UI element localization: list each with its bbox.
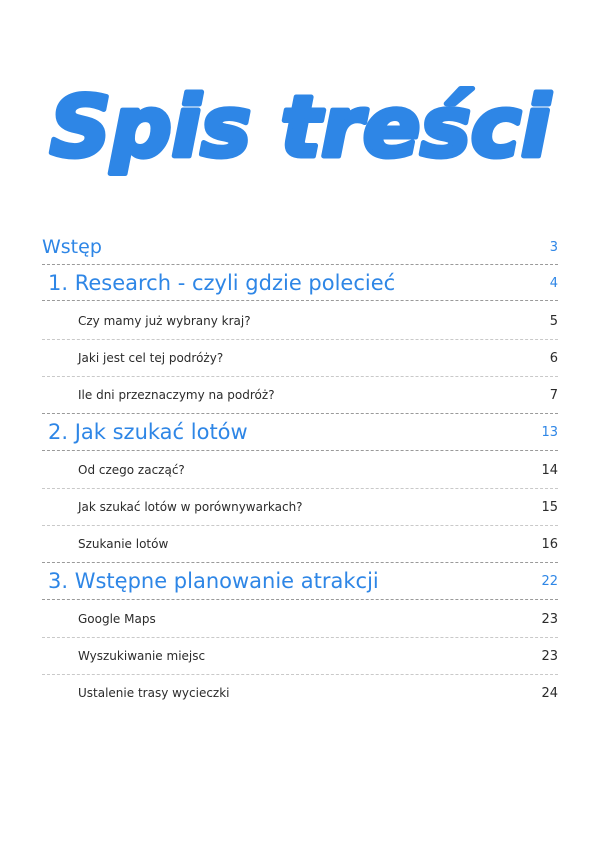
page-title-text: Spis treści [50, 78, 552, 176]
toc-chapter-label: 1. Research - czyli gdzie polecieć [48, 271, 396, 295]
toc-section[interactable] [42, 452, 558, 489]
toc-section[interactable] [42, 377, 558, 414]
page-title [40, 68, 560, 178]
toc-chapter-label: 3. Wstępne planowanie atrakcji [48, 569, 379, 593]
toc-section-label: Czy mamy już wybrany kraj? [78, 314, 251, 328]
toc-chapter-page: 22 [541, 573, 558, 589]
toc-section[interactable] [42, 675, 558, 711]
toc-chapter[interactable] [42, 563, 558, 600]
toc-section[interactable] [42, 303, 558, 340]
toc-chapter-page: 13 [541, 424, 558, 440]
toc-section-label: Jak szukać lotów w porównywarkach? [78, 500, 303, 514]
toc-section-page: 23 [541, 648, 558, 664]
toc-section-label: Google Maps [78, 612, 156, 626]
toc-chapter[interactable] [42, 414, 558, 451]
toc-section-page: 6 [549, 350, 558, 366]
toc-section[interactable] [42, 601, 558, 638]
toc-section-label: Wyszukiwanie miejsc [78, 649, 206, 663]
page-title-brush-lettering [40, 68, 560, 178]
toc-chapter-label: 2. Jak szukać lotów [48, 420, 248, 444]
toc-section-page: 14 [541, 462, 558, 478]
toc-section-label: Jaki jest cel tej podróży? [78, 351, 224, 365]
toc-chapter[interactable] [42, 266, 558, 301]
toc-section-label: Ustalenie trasy wycieczki [78, 686, 230, 700]
toc-section-page: 15 [541, 499, 558, 515]
toc-entry[interactable] [42, 230, 558, 265]
toc-section-page: 5 [549, 313, 558, 329]
toc-section-label: Od czego zacząć? [78, 463, 185, 477]
toc-entry-page: 3 [549, 239, 558, 255]
toc-section[interactable] [42, 638, 558, 675]
toc-section[interactable] [42, 489, 558, 526]
toc-section[interactable] [42, 340, 558, 377]
toc-chapter-page: 4 [549, 275, 558, 291]
toc-section-label: Szukanie lotów [78, 537, 169, 551]
toc-section-page: 16 [541, 536, 558, 552]
toc-section-page: 7 [549, 387, 558, 403]
toc-entry-label: Wstęp [42, 236, 102, 258]
toc-section-page: 23 [541, 611, 558, 627]
toc-section-label: Ile dni przeznaczymy na podróż? [78, 388, 275, 402]
toc-section[interactable] [42, 526, 558, 563]
toc-section-page: 24 [541, 685, 558, 701]
